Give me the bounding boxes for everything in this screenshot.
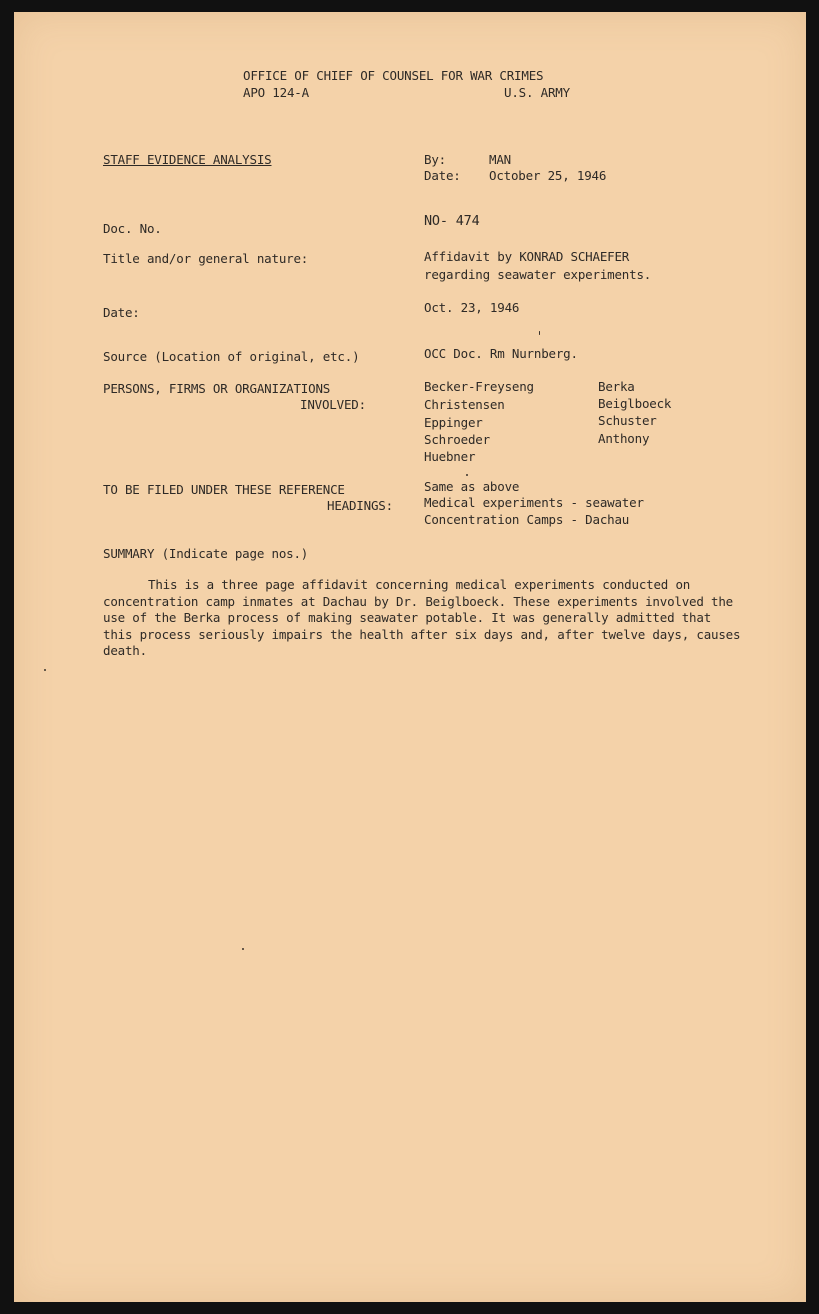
persons-label-1: PERSONS, FIRMS OR ORGANIZATIONS: [103, 381, 331, 396]
form-title: STAFF EVIDENCE ANALYSIS: [103, 152, 272, 167]
date-value: October 25, 1946: [489, 168, 607, 183]
filed-item: Medical experiments - seawater: [424, 495, 644, 510]
doc-no-value: NO- 474: [424, 213, 480, 229]
filed-item: Same as above: [424, 479, 520, 494]
person-item: Christensen: [424, 397, 505, 412]
title-value-2: regarding seawater experiments.: [424, 267, 652, 282]
title-label: Title and/or general nature:: [103, 251, 309, 266]
person-item: Anthony: [598, 431, 650, 446]
person-item: Schuster: [598, 413, 657, 428]
doc-date-value: Oct. 23, 1946: [424, 300, 520, 315]
person-item: Beiglboeck: [598, 396, 672, 411]
person-item: Eppinger: [424, 415, 483, 430]
by-value: MAN: [489, 152, 511, 167]
doc-no-label: Doc. No.: [103, 221, 162, 236]
person-item: Huebner: [424, 449, 476, 464]
document-page: [14, 12, 806, 1302]
date-label: Date:: [424, 168, 461, 183]
by-label: By:: [424, 152, 446, 167]
ink-dot: [44, 669, 46, 671]
title-value-1: Affidavit by KONRAD SCHAEFER: [424, 249, 630, 264]
filed-label-1: TO BE FILED UNDER THESE REFERENCE: [103, 482, 345, 497]
source-value: OCC Doc. Rm Nurnberg.: [424, 346, 578, 361]
ink-dot: [466, 474, 468, 476]
person-item: Becker-Freyseng: [424, 379, 534, 394]
filed-item: Concentration Camps - Dachau: [424, 512, 630, 527]
filed-label-2: HEADINGS:: [327, 498, 393, 513]
doc-date-label: Date:: [103, 305, 140, 320]
persons-label-2: INVOLVED:: [300, 397, 366, 412]
ink-dot: [242, 948, 244, 950]
header-apo: APO 124-A: [243, 85, 309, 100]
header-office: OFFICE OF CHIEF OF COUNSEL FOR WAR CRIMES: [243, 68, 544, 83]
ink-mark: [539, 331, 540, 335]
summary-label: SUMMARY (Indicate page nos.): [103, 546, 309, 561]
source-label: Source (Location of original, etc.): [103, 349, 360, 364]
summary-text: This is a three page affidavit concerning medical experiments conducted on concentration camp inmates at Dachau by Dr. Beiglboeck. These experiments involved the use of the Berka process of making seawater potable. It was generally admitted that this process seriously impairs the health after six days and, after twelve days, causes death.: [103, 577, 741, 658]
header-army: U.S. ARMY: [504, 85, 570, 100]
person-item: Schroeder: [424, 432, 490, 447]
person-item: Berka: [598, 379, 635, 394]
